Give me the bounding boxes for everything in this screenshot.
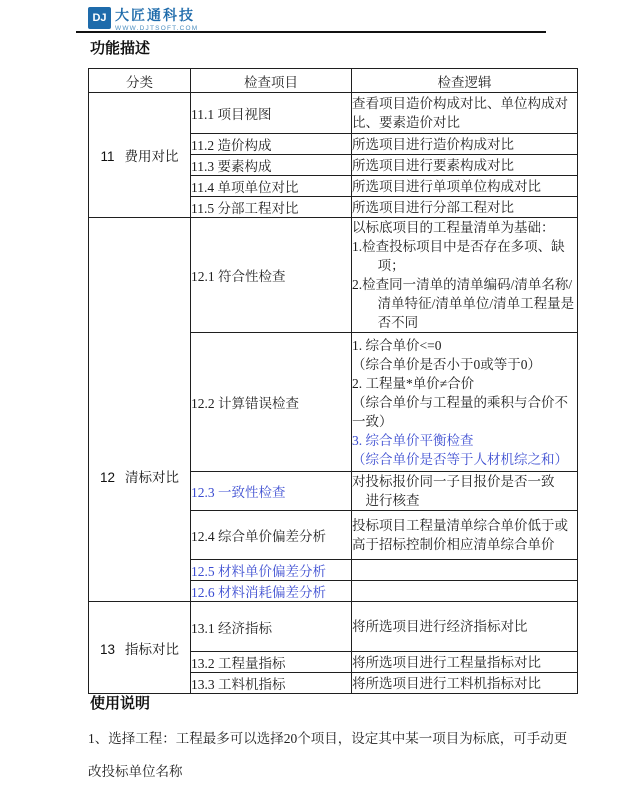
- category-number: 12: [99, 470, 116, 485]
- check-logic-cell: [352, 602, 578, 652]
- logic-line-link[interactable]: 3. 综合单价平衡检查: [352, 432, 474, 448]
- check-item-cell: 12.2 计算错误检查: [191, 333, 352, 472]
- logic-line: 所选项目进行单项单位构成对比: [352, 178, 541, 194]
- company-logo: [88, 7, 198, 33]
- check-item-link[interactable]: 12.6 材料消耗偏差分析: [191, 581, 352, 602]
- logic-line: 所选项目进行要素构成对比: [352, 157, 514, 173]
- category-label: 费用对比: [124, 149, 179, 164]
- check-logic-cell: [352, 472, 578, 511]
- check-item-cell: 13.2 工程量指标: [191, 652, 352, 673]
- category-label: 清标对比: [125, 470, 180, 485]
- check-logic-cell: [352, 155, 578, 176]
- check-item-link[interactable]: 12.5 材料单价偏差分析: [191, 560, 352, 581]
- section-title-usage-instructions: 使用说明: [90, 695, 151, 712]
- logic-line: （综合单价与工程量的乘积与合价不一致）: [352, 394, 568, 429]
- table-row: [89, 602, 578, 652]
- check-item-cell: 11.4 单项单位对比: [191, 176, 352, 197]
- column-header-category: 分类: [89, 69, 191, 93]
- logic-line: 1.检查投标项目中是否存在多项、缺项；: [352, 239, 565, 273]
- letterhead-divider: [76, 31, 546, 33]
- check-logic-cell: [352, 652, 578, 673]
- category-cell-13: [89, 602, 191, 694]
- check-item-cell: 11.3 要素构成: [191, 155, 352, 176]
- check-item-cell: 13.3 工料机指标: [191, 673, 352, 694]
- logic-line: 以标底项目的工程量清单为基础：: [352, 220, 555, 235]
- usage-paragraph: 1、选择工程：工程最多可以选择20个项目，设定其中某一项目为标底，可手动更改投标单位名称: [88, 731, 568, 779]
- logic-line: 将所选项目进行经济指标对比: [352, 619, 528, 634]
- column-header-check-logic: 检查逻辑: [352, 69, 578, 93]
- check-logic-cell: [352, 176, 578, 197]
- logic-line: 查看项目造价构成对比、单位构成对比、要素造价对比: [352, 96, 568, 130]
- table-header-row: [89, 69, 578, 93]
- check-logic-cell: [352, 581, 578, 602]
- column-header-check-item: 检查项目: [191, 69, 352, 93]
- company-website: WWW.DJTSOFT.COM: [115, 25, 199, 32]
- logic-line: 将所选项目进行工程量指标对比: [352, 654, 541, 670]
- check-item-cell: 13.1 经济指标: [191, 602, 352, 652]
- check-logic-cell: [352, 93, 578, 134]
- check-logic-cell: [352, 673, 578, 694]
- check-logic-cell: [352, 511, 578, 560]
- logic-line: 进行核查: [365, 493, 420, 508]
- djtsoft-logo-icon: DJ: [88, 7, 111, 29]
- logic-line-link[interactable]: （综合单价是否等于人材机综之和）: [352, 451, 568, 467]
- logic-line: 所选项目进行分部工程对比: [352, 199, 514, 215]
- category-label: 指标对比: [125, 641, 180, 657]
- check-item-cell: 12.1 符合性检查: [191, 218, 352, 333]
- category-number: 13: [99, 641, 116, 657]
- check-item-cell: 11.2 造价构成: [191, 134, 352, 155]
- category-cell-11: [89, 93, 191, 218]
- check-item-cell: 11.1 项目视图: [191, 93, 352, 134]
- logic-line: 对投标报价同一子目报价是否一致: [352, 474, 555, 489]
- check-item-cell: 12.4 综合单价偏差分析: [191, 511, 352, 560]
- logic-line: 将所选项目进行工料机指标对比: [352, 675, 541, 691]
- table-row: [89, 93, 578, 134]
- logic-line: 2.检查同一清单的清单编码/清单名称/清单特征/清单单位/清单工程量是否不同: [352, 277, 575, 330]
- category-cell-12: [89, 218, 191, 602]
- check-logic-cell: [352, 197, 578, 218]
- check-logic-cell: [352, 560, 578, 581]
- logic-line: 所选项目进行造价构成对比: [352, 136, 514, 152]
- logic-line: 2. 工程量*单价≠合价: [352, 375, 475, 391]
- check-item-link[interactable]: 12.3 一致性检查: [191, 472, 352, 511]
- feature-table: [88, 68, 578, 694]
- table-row: [89, 218, 578, 333]
- logic-line: 1. 综合单价<=0: [352, 337, 442, 353]
- check-logic-cell: [352, 333, 578, 472]
- check-logic-cell: [352, 218, 578, 333]
- logic-line: 投标项目工程量清单综合单价低于或高于招标控制价相应清单综合单价: [352, 518, 568, 552]
- section-title-function-description: 功能描述: [90, 40, 151, 57]
- check-item-cell: 11.5 分部工程对比: [191, 197, 352, 218]
- company-name: 大匠通科技: [115, 7, 195, 23]
- category-number: 11: [100, 149, 115, 164]
- logo-text: [115, 7, 198, 33]
- check-logic-cell: [352, 134, 578, 155]
- logic-line: （综合单价是否小于0或等于0）: [352, 356, 541, 372]
